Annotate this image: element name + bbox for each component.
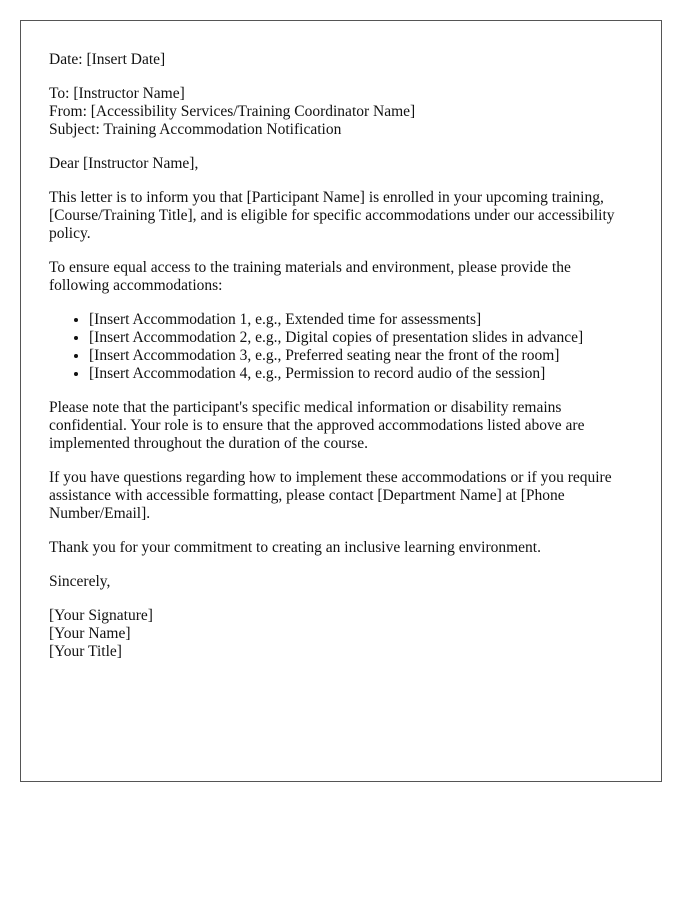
sender-name: [Your Name] bbox=[49, 625, 131, 642]
list-item: • [Insert Accommodation 4, e.g., Permission to record audio of the session] bbox=[89, 365, 633, 383]
to-line: To: [Instructor Name] bbox=[49, 85, 185, 102]
letter-header bbox=[49, 85, 633, 139]
list-item: • [Insert Accommodation 1, e.g., Extended time for assessments] bbox=[89, 311, 633, 329]
signature-block bbox=[49, 607, 633, 661]
signature-line: [Your Signature] bbox=[49, 607, 153, 624]
sender-title: [Your Title] bbox=[49, 643, 122, 660]
subject-line: Subject: Training Accommodation Notification bbox=[49, 121, 342, 138]
closing: Sincerely, bbox=[49, 573, 111, 590]
confidentiality-paragraph: Please note that the participant's specific medical information or disability remains confidential. Your role is to ensure that the approved accommodations listed above are implemented throughout the duration of the course. bbox=[49, 399, 585, 452]
request-paragraph: To ensure equal access to the training materials and environment, please provide the following accommodations: bbox=[49, 259, 571, 294]
salutation: Dear [Instructor Name], bbox=[49, 155, 199, 172]
from-line: From: [Accessibility Services/Training Coordinator Name] bbox=[49, 103, 416, 120]
accommodations-list bbox=[49, 311, 633, 383]
letter-document bbox=[20, 20, 662, 782]
contact-paragraph: If you have questions regarding how to implement these accommodations or if you require assistance with accessible formatting, please contact [Department Name] at [Phone Number/Email]. bbox=[49, 469, 612, 522]
list-item: • [Insert Accommodation 2, e.g., Digital copies of presentation slides in advance] bbox=[89, 329, 633, 347]
list-item: • [Insert Accommodation 3, e.g., Preferred seating near the front of the room] bbox=[89, 347, 633, 365]
thanks-paragraph: Thank you for your commitment to creating an inclusive learning environment. bbox=[49, 539, 541, 556]
intro-paragraph: This letter is to inform you that [Participant Name] is enrolled in your upcoming training, [Course/Training Title], and is eligible for specific accommodations under our accessibility policy. bbox=[49, 189, 615, 242]
date-line: Date: [Insert Date] bbox=[49, 51, 166, 68]
